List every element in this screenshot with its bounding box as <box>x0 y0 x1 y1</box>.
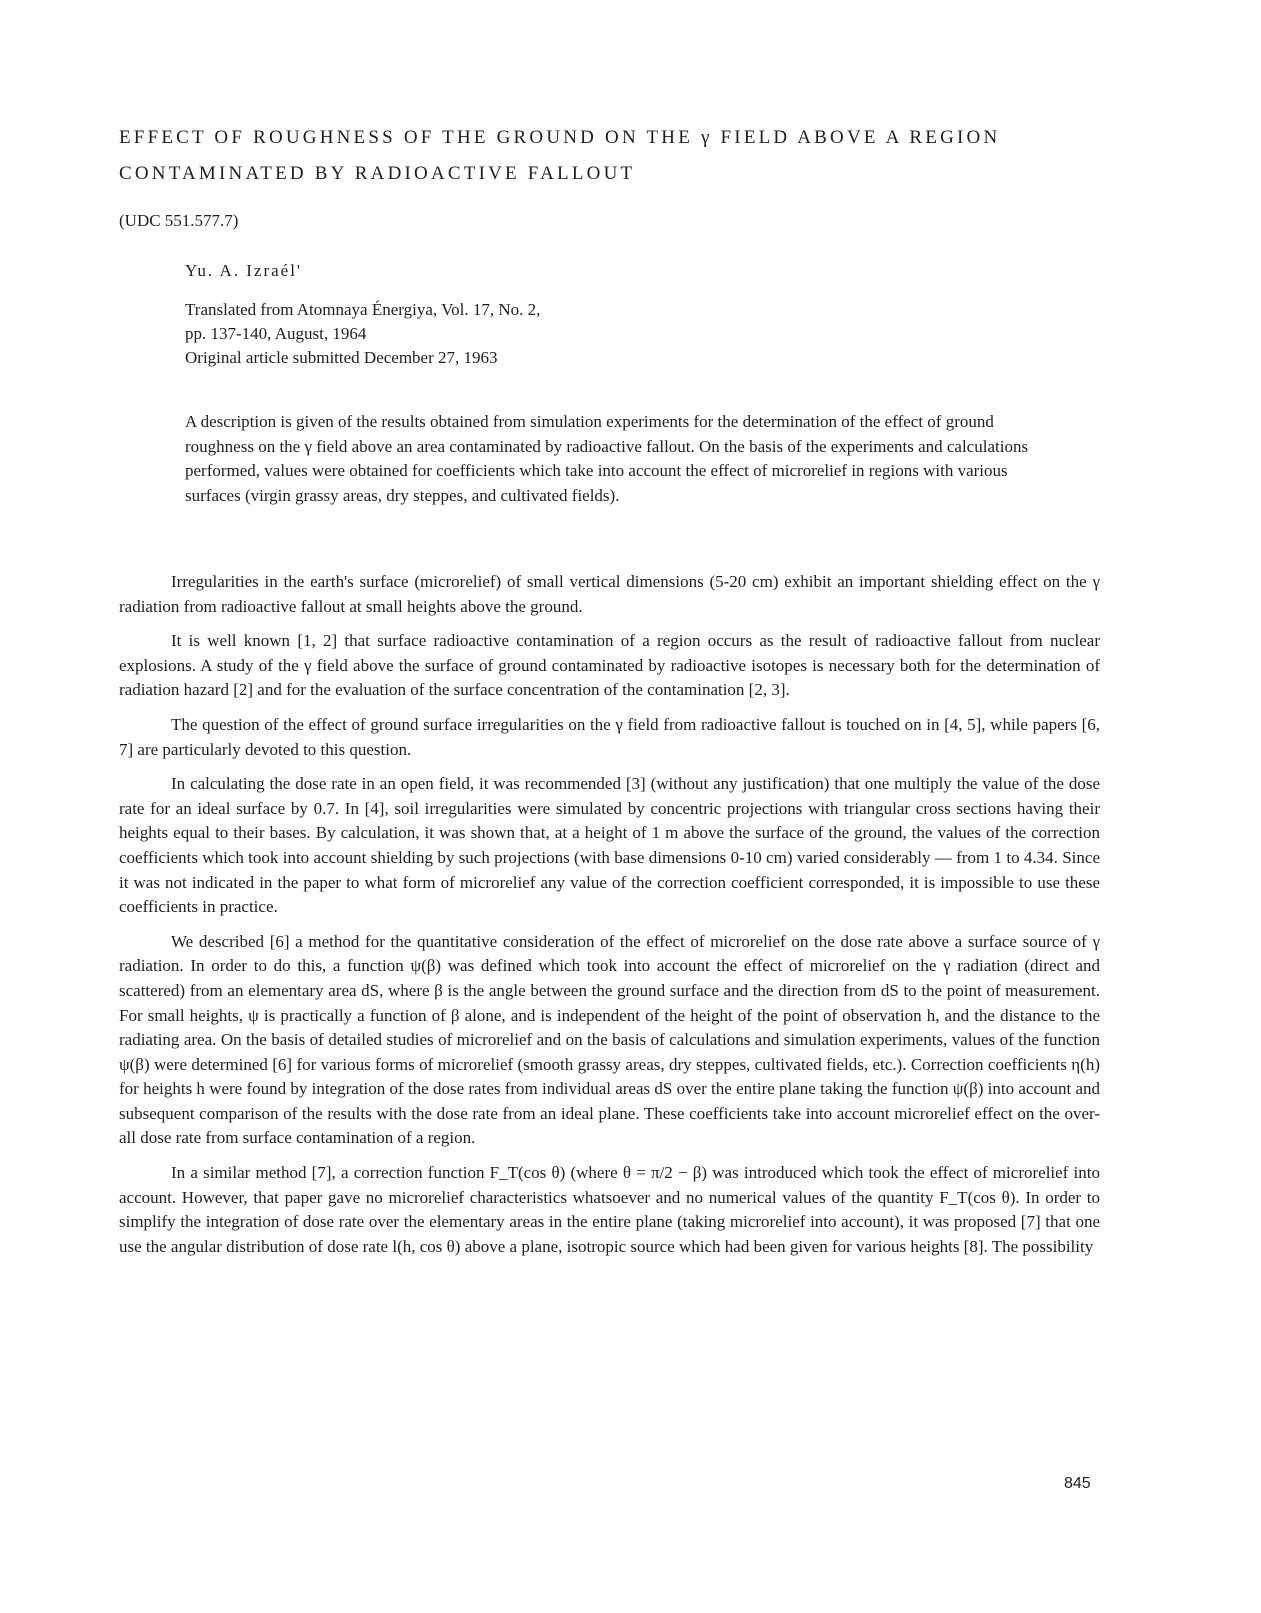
body-text <box>119 570 1100 1269</box>
translation-note-line-1: Translated from Atomnaya Énergiya, Vol. 17, No. 2, <box>185 300 541 319</box>
body-paragraph: In calculating the dose rate in an open field, it was recommended [3] (without any justification) that one multiply the value of the dose rate for an ideal surface by 0.7. In [4], soil irregularities were simulated by concentric projections with triangular cross sections having their heights equal to their bases. By calculation, it was shown that, at a height of 1 m above the surface of the ground, the values of the correction coefficients which took into account shielding by such projections (with base dimensions 0-10 cm) varied considerably — from 1 to 4.34. Since it was not indicated in the paper to what form of microrelief any value of the correction coefficient corresponded, it is impossible to use these coefficients in practice. <box>119 774 1100 917</box>
abstract: A description is given of the results obtained from simulation experiments for the determination of the effect of ground roughness on the γ field above an area contaminated by radioactive fallout. On the basis of the experiments and calculations performed, values were obtained for coefficients which take into account the effect of microrelief in regions with various surfaces (virgin grassy areas, dry steppes, and cultivated fields). <box>185 412 1029 505</box>
article-title-line-2: CONTAMINATED BY RADIOACTIVE FALLOUT <box>119 163 636 184</box>
article-title-line-1: EFFECT OF ROUGHNESS OF THE GROUND ON THE γ FIELD ABOVE A REGION <box>119 127 1001 148</box>
body-paragraph: Irregularities in the earth's surface (microrelief) of small vertical dimensions (5-20 cm) exhibit an important shielding effect on the γ radiation from radioactive fallout at small heights above the ground. <box>119 572 1100 616</box>
author-name: Yu. A. Izraél' <box>185 261 302 280</box>
body-paragraph: In a similar method [7], a correction function F_T(cos θ) (where θ = π/2 − β) was introduced which took the effect of microrelief into account. However, that paper gave no microrelief characteristics whatsoever and no numerical values of the quantity F_T(cos θ). In order to simplify the integration of dose rate over the elementary areas in the entire plane (taking microrelief into account), it was proposed [7] that one use the angular distribution of dose rate l(h, cos θ) above a plane, isotropic source which had been given for various heights [8]. The possibility <box>119 1163 1100 1256</box>
udc-code: (UDC 551.577.7) <box>119 211 239 230</box>
translation-note-line-3: Original article submitted December 27, 1963 <box>185 348 498 367</box>
body-paragraph: It is well known [1, 2] that surface radioactive contamination of a region occurs as the result of radioactive fallout from nuclear explosions. A study of the γ field above the surface of ground contaminated by radioactive isotopes is necessary both for the determination of radiation hazard [2] and for the evaluation of the surface concentration of the contamination [2, 3]. <box>119 631 1100 700</box>
page-number: 845 <box>1064 1475 1091 1492</box>
body-paragraph: The question of the effect of ground surface irregularities on the γ field from radioactive fallout is touched on in [4, 5], while papers [6, 7] are particularly devoted to this question. <box>119 714 1100 759</box>
translation-note-line-2: pp. 137-140, August, 1964 <box>185 324 367 343</box>
body-paragraph: We described [6] a method for the quantitative consideration of the effect of microrelief on the dose rate above a surface source of γ radiation. In order to do this, a function ψ(β) was defined which took into account the effect of microrelief on the γ radiation (direct and scattered) from an elementary area dS, where β is the angle between the ground surface and the direction from dS to the point of measurement. For small heights, ψ is practically a function of β alone, and is independent of the height of the point of observation h, and the distance to the radiating area. On the basis of detailed studies of microrelief and on the basis of calculations and simulation experiments, values of the function ψ(β) were determined [6] for various forms of microrelief (smooth grassy areas, dry steppes, cultivated fields, etc.). Correction coefficients η(h) for heights h were found by integration of the dose rates from individual areas dS over the entire plane taking the function ψ(β) into account and subsequent comparison of the results with the dose rate from an ideal plane. These coefficients take into account microrelief effect on the over-all dose rate from surface contamination of a region. <box>119 931 1100 1148</box>
